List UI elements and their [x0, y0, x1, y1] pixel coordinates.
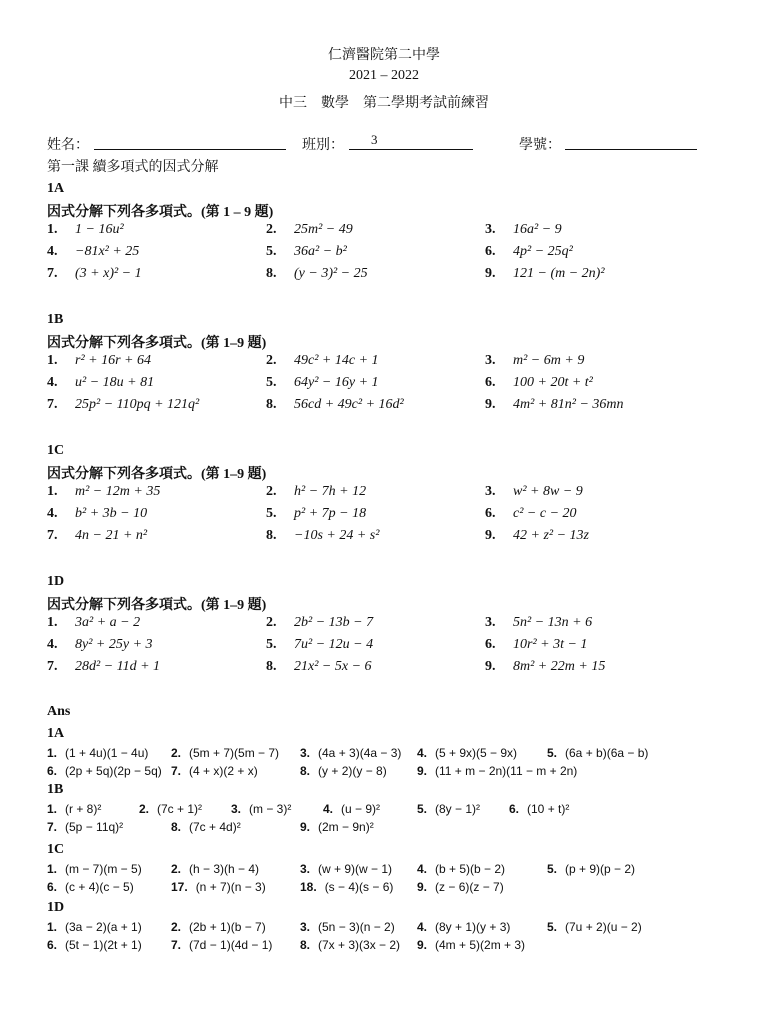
answer-item — [47, 820, 123, 834]
name-label: 姓名： — [47, 138, 89, 153]
question-number: 2. — [266, 222, 277, 237]
answer-item — [171, 880, 266, 894]
answer-item — [47, 880, 134, 894]
question-item — [47, 266, 142, 282]
student-number-label: 學號： — [519, 138, 561, 153]
answer-item — [547, 746, 648, 760]
question-item — [266, 266, 368, 282]
answer-expression: (y + 2)(y − 8) — [318, 764, 387, 778]
question-expression: 4m² + 81n² − 36mn — [513, 397, 624, 412]
answer-expression: (7c + 4d)² — [189, 820, 241, 834]
answer-item — [417, 764, 577, 778]
question-expression: 16a² − 9 — [513, 222, 562, 237]
question-item — [485, 375, 593, 391]
answer-expression: (7u + 2)(u − 2) — [565, 920, 642, 934]
answer-row — [47, 764, 747, 782]
answer-expression: (6a + b)(6a − b) — [565, 746, 649, 760]
question-expression: 49c² + 14c + 1 — [294, 353, 379, 368]
question-number: 9. — [485, 659, 496, 674]
answer-item — [47, 764, 162, 778]
question-number: 1. — [47, 615, 58, 630]
section-heading: 1D — [47, 574, 65, 589]
question-item — [485, 615, 592, 631]
question-number: 4. — [47, 637, 58, 652]
question-expression: 2b² − 13b − 7 — [294, 615, 374, 630]
answer-item — [171, 938, 272, 952]
answer-item — [300, 880, 393, 894]
class-field[interactable] — [349, 133, 473, 150]
question-item — [485, 528, 589, 544]
question-row — [47, 615, 747, 637]
question-expression: 10r² + 3t − 1 — [513, 637, 588, 652]
question-number: 2. — [266, 484, 277, 499]
section-instruction: 因式分解下列各多項式。(第 1–9 題) — [47, 598, 267, 613]
question-item — [47, 506, 147, 522]
question-number: 3. — [485, 353, 496, 368]
question-number: 8. — [266, 659, 277, 674]
question-number: 5. — [266, 375, 277, 390]
answer-expression: (3a − 2)(a + 1) — [65, 920, 142, 934]
answer-expression: (7c + 1)² — [157, 802, 203, 816]
answer-number: 1. — [47, 746, 58, 760]
question-item — [485, 637, 587, 653]
question-expression: (y − 3)² − 25 — [294, 266, 368, 281]
question-expression: c² − c − 20 — [513, 506, 577, 521]
answer-expression: (4 + x)(2 + x) — [189, 764, 258, 778]
answer-expression: (n + 7)(n − 3) — [195, 880, 266, 894]
question-item — [47, 375, 154, 391]
answer-expression: (4m + 5)(2m + 3) — [435, 938, 526, 952]
question-number: 4. — [47, 375, 58, 390]
question-expression: 28d² − 11d + 1 — [75, 659, 161, 674]
answer-item — [417, 920, 510, 934]
question-expression: 1 − 16u² — [75, 222, 124, 237]
answer-expression: (8y + 1)(y + 3) — [435, 920, 511, 934]
answers-title: Ans — [47, 704, 71, 719]
answer-item — [231, 802, 291, 816]
answer-number: 5. — [547, 920, 558, 934]
question-item — [47, 528, 147, 544]
answer-expression: (p + 9)(p − 2) — [565, 862, 636, 876]
answer-item — [417, 802, 480, 816]
answer-item — [417, 746, 517, 760]
question-item — [266, 506, 366, 522]
question-expression: −10s + 24 + s² — [294, 528, 380, 543]
question-item — [47, 397, 199, 413]
question-number: 7. — [47, 659, 58, 674]
answer-expression: (8y − 1)² — [435, 802, 481, 816]
question-item — [266, 222, 353, 238]
answer-expression: (c + 4)(c − 5) — [65, 880, 134, 894]
question-item — [266, 353, 379, 369]
answer-item — [509, 802, 569, 816]
answer-number: 6. — [47, 880, 58, 894]
question-row — [47, 528, 747, 550]
question-item — [47, 244, 139, 260]
answer-number: 9. — [417, 938, 428, 952]
answer-number: 5. — [547, 862, 558, 876]
question-number: 3. — [485, 615, 496, 630]
answer-group-heading: 1D — [47, 900, 65, 915]
question-expression: w² + 8w − 9 — [513, 484, 583, 499]
question-expression: r² + 16r + 64 — [75, 353, 151, 368]
question-number: 2. — [266, 353, 277, 368]
question-expression: 25m² − 49 — [294, 222, 353, 237]
question-expression: 5n² − 13n + 6 — [513, 615, 593, 630]
question-expression: p² + 7p − 18 — [294, 506, 367, 521]
question-row — [47, 397, 747, 419]
question-item — [485, 353, 584, 369]
answer-group-heading: 1A — [47, 726, 65, 741]
question-expression: 100 + 20t + t² — [513, 375, 593, 390]
answer-expression: (10 + t)² — [527, 802, 570, 816]
question-expression: m² − 6m + 9 — [513, 353, 585, 368]
class-label: 班別： — [302, 138, 344, 153]
answer-expression: (1 + 4u)(1 − 4u) — [65, 746, 149, 760]
answer-item — [300, 938, 400, 952]
question-number: 8. — [266, 528, 277, 543]
question-expression: u² − 18u + 81 — [75, 375, 155, 390]
question-number: 7. — [47, 266, 58, 281]
answer-row — [47, 938, 747, 956]
question-item — [47, 222, 124, 238]
question-item — [266, 484, 366, 500]
question-item — [47, 484, 160, 500]
answer-number: 8. — [300, 938, 311, 952]
answer-item — [171, 764, 258, 778]
section-instruction: 因式分解下列各多項式。(第 1–9 題) — [47, 336, 267, 351]
answer-number: 4. — [417, 920, 428, 934]
question-number: 9. — [485, 528, 496, 543]
question-number: 6. — [485, 244, 496, 259]
question-expression: 4p² − 25q² — [513, 244, 573, 259]
question-expression: 64y² − 16y + 1 — [294, 375, 379, 390]
answer-number: 3. — [300, 862, 311, 876]
school-name: 仁濟醫院第二中學 — [328, 48, 440, 63]
section-heading: 1B — [47, 312, 64, 327]
question-number: 8. — [266, 266, 277, 281]
question-row — [47, 244, 747, 266]
answer-expression: (z − 6)(z − 7) — [435, 880, 504, 894]
question-number: 9. — [485, 266, 496, 281]
answer-item — [47, 920, 142, 934]
question-item — [485, 397, 624, 413]
answer-row — [47, 820, 747, 838]
question-expression: m² − 12m + 35 — [75, 484, 161, 499]
answer-item — [139, 802, 202, 816]
answer-number: 7. — [171, 764, 182, 778]
question-number: 6. — [485, 506, 496, 521]
question-row — [47, 266, 747, 288]
question-expression: 3a² + a − 2 — [75, 615, 141, 630]
answer-item — [171, 820, 241, 834]
answer-expression: (7d − 1)(4d − 1) — [189, 938, 273, 952]
answer-expression: (4a + 3)(4a − 3) — [318, 746, 402, 760]
answer-group-heading: 1C — [47, 842, 65, 857]
answer-number: 17. — [171, 880, 188, 894]
question-item — [266, 615, 373, 631]
question-number: 3. — [485, 484, 496, 499]
answer-item — [300, 920, 395, 934]
answer-expression: (5p − 11q)² — [65, 820, 124, 834]
question-item — [485, 222, 562, 238]
answer-item — [47, 746, 148, 760]
answer-expression: (5 + 9x)(5 − 9x) — [435, 746, 518, 760]
answer-number: 4. — [417, 746, 428, 760]
answer-item — [47, 802, 101, 816]
question-row — [47, 506, 747, 528]
question-number: 6. — [485, 637, 496, 652]
name-field[interactable] — [94, 133, 286, 150]
question-row — [47, 375, 747, 397]
question-item — [47, 353, 151, 369]
answer-item — [417, 938, 525, 952]
answer-number: 7. — [47, 820, 58, 834]
lesson-title: 第一課 續多項式的因式分解 — [47, 160, 219, 175]
question-number: 4. — [47, 506, 58, 521]
answer-row — [47, 862, 747, 880]
answer-number: 18. — [300, 880, 317, 894]
section-instruction: 因式分解下列各多項式。(第 1–9 題) — [47, 467, 267, 482]
question-item — [485, 484, 583, 500]
answer-item — [300, 820, 374, 834]
answer-number: 2. — [171, 862, 182, 876]
student-number-field[interactable] — [565, 133, 697, 150]
question-item — [266, 244, 347, 260]
answer-item — [171, 862, 259, 876]
answer-item — [171, 746, 279, 760]
answer-expression: (2p + 5q)(2p − 5q) — [65, 764, 162, 778]
question-expression: −81x² + 25 — [75, 244, 140, 259]
question-row — [47, 637, 747, 659]
question-expression: 7u² − 12u − 4 — [294, 637, 374, 652]
question-number: 6. — [485, 375, 496, 390]
question-item — [47, 615, 140, 631]
question-row — [47, 222, 747, 244]
answer-item — [300, 746, 401, 760]
question-number: 1. — [47, 353, 58, 368]
answer-expression: (2b + 1)(b − 7) — [189, 920, 266, 934]
question-row — [47, 659, 747, 681]
answer-number: 5. — [547, 746, 558, 760]
answer-expression: (s − 4)(s − 6) — [324, 880, 394, 894]
question-item — [47, 659, 160, 675]
question-item — [266, 659, 372, 675]
answer-item — [323, 802, 380, 816]
answer-row — [47, 802, 747, 820]
answer-expression: (11 + m − 2n)(11 − m + 2n) — [435, 764, 578, 778]
answer-number: 4. — [323, 802, 334, 816]
question-item — [47, 637, 153, 653]
answer-expression: (7x + 3)(3x − 2) — [318, 938, 401, 952]
answer-expression: (m − 7)(m − 5) — [65, 862, 142, 876]
question-row — [47, 353, 747, 375]
answer-expression: (u − 9)² — [341, 802, 381, 816]
question-expression: 56cd + 49c² + 16d² — [294, 397, 404, 412]
answer-number: 3. — [300, 746, 311, 760]
question-item — [485, 244, 573, 260]
answer-number: 1. — [47, 862, 58, 876]
answer-number: 3. — [300, 920, 311, 934]
answer-number: 2. — [171, 920, 182, 934]
question-row — [47, 484, 747, 506]
question-number: 7. — [47, 528, 58, 543]
section-heading: 1C — [47, 443, 65, 458]
answer-expression: (r + 8)² — [65, 802, 102, 816]
question-number: 1. — [47, 222, 58, 237]
answer-number: 8. — [300, 764, 311, 778]
worksheet-subtitle: 中三 數學 第二學期考試前練習 — [279, 96, 489, 111]
question-number: 5. — [266, 506, 277, 521]
section-instruction: 因式分解下列各多項式。(第 1 – 9 題) — [47, 205, 274, 220]
question-number: 5. — [266, 637, 277, 652]
question-expression: 25p² − 110pq + 121q² — [75, 397, 200, 412]
question-expression: h² − 7h + 12 — [294, 484, 367, 499]
question-number: 5. — [266, 244, 277, 259]
question-number: 8. — [266, 397, 277, 412]
question-expression: 36a² − b² — [294, 244, 347, 259]
section-heading: 1A — [47, 181, 65, 196]
answer-number: 9. — [300, 820, 311, 834]
answer-item — [417, 880, 504, 894]
answer-number: 1. — [47, 802, 58, 816]
answer-item — [47, 938, 142, 952]
question-expression: 21x² − 5x − 6 — [294, 659, 372, 674]
answer-item — [547, 862, 635, 876]
answer-item — [47, 862, 142, 876]
question-item — [266, 637, 373, 653]
question-number: 9. — [485, 397, 496, 412]
answer-group-heading: 1B — [47, 782, 64, 797]
answer-number: 6. — [47, 764, 58, 778]
answer-row — [47, 920, 747, 938]
answer-expression: (h − 3)(h − 4) — [189, 862, 260, 876]
answer-number: 2. — [139, 802, 150, 816]
answer-expression: (m − 3)² — [249, 802, 292, 816]
question-expression: (3 + x)² − 1 — [75, 266, 142, 281]
question-expression: 121 − (m − 2n)² — [513, 266, 605, 281]
question-item — [485, 659, 605, 675]
answer-number: 6. — [509, 802, 520, 816]
question-expression: 8y² + 25y + 3 — [75, 637, 153, 652]
answer-item — [300, 862, 392, 876]
answer-expression: (b + 5)(b − 2) — [435, 862, 506, 876]
answer-number: 2. — [171, 746, 182, 760]
answer-item — [300, 764, 387, 778]
answer-row — [47, 746, 747, 764]
question-item — [485, 266, 605, 282]
question-number: 2. — [266, 615, 277, 630]
answer-number: 6. — [47, 938, 58, 952]
question-number: 1. — [47, 484, 58, 499]
answer-expression: (5n − 3)(n − 2) — [318, 920, 395, 934]
answer-expression: (w + 9)(w − 1) — [318, 862, 393, 876]
answer-expression: (5m + 7)(5m − 7) — [189, 746, 280, 760]
answer-expression: (5t − 1)(2t + 1) — [65, 938, 142, 952]
class-value: 3 — [371, 132, 378, 147]
answer-number: 9. — [417, 764, 428, 778]
question-number: 7. — [47, 397, 58, 412]
school-year: 2021 – 2022 — [349, 68, 419, 83]
answer-number: 1. — [47, 920, 58, 934]
question-item — [485, 506, 577, 522]
question-item — [266, 397, 404, 413]
answer-number: 3. — [231, 802, 242, 816]
answer-number: 5. — [417, 802, 428, 816]
answer-row — [47, 880, 747, 898]
answer-item — [171, 920, 266, 934]
question-number: 3. — [485, 222, 496, 237]
answer-number: 4. — [417, 862, 428, 876]
question-item — [266, 375, 379, 391]
answer-number: 9. — [417, 880, 428, 894]
answer-number: 8. — [171, 820, 182, 834]
answer-expression: (2m − 9n)² — [318, 820, 374, 834]
answer-number: 7. — [171, 938, 182, 952]
answer-item — [417, 862, 505, 876]
question-item — [266, 528, 379, 544]
question-expression: 8m² + 22m + 15 — [513, 659, 606, 674]
answer-item — [547, 920, 642, 934]
question-number: 4. — [47, 244, 58, 259]
question-expression: 4n − 21 + n² — [75, 528, 148, 543]
question-expression: b² + 3b − 10 — [75, 506, 148, 521]
question-expression: 42 + z² − 13z — [513, 528, 589, 543]
